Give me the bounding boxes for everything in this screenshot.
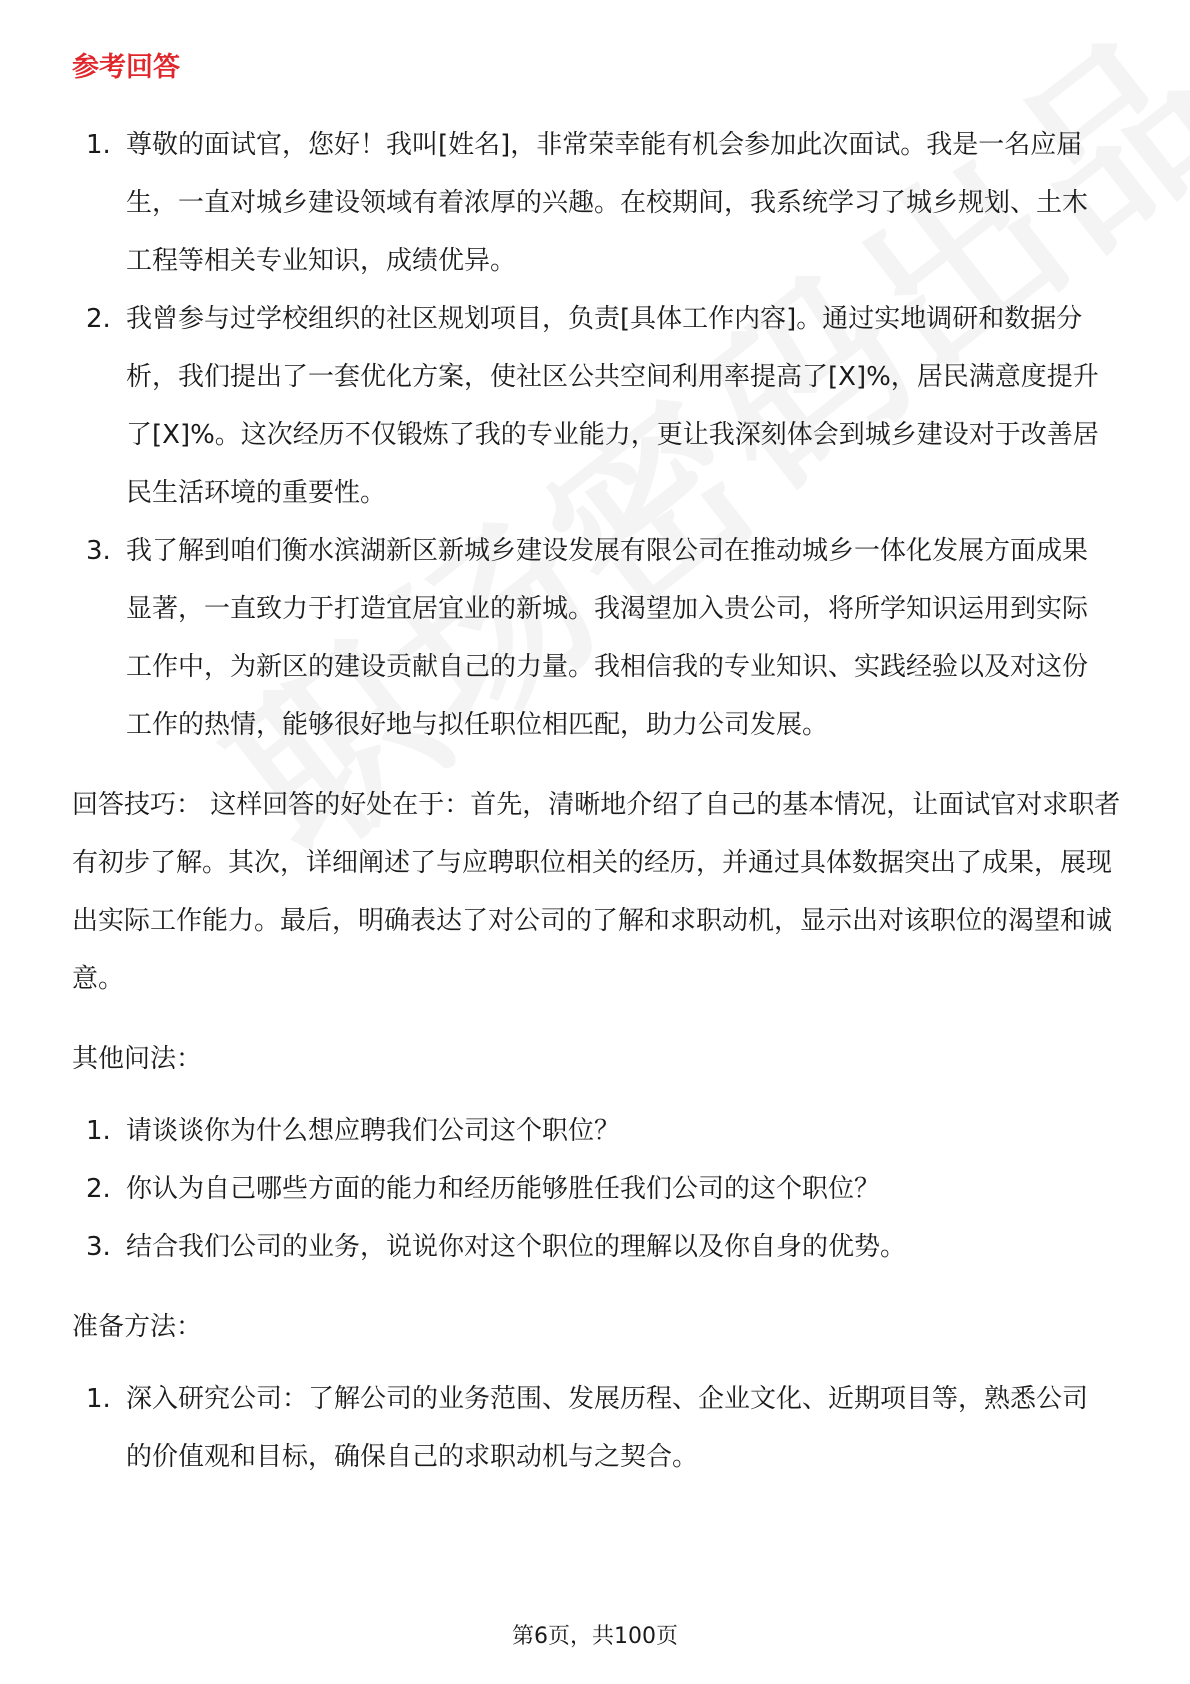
- list-item: [72, 522, 1132, 754]
- list-text: 尊敬的面试官，您好！我叫[姓名]，非常荣幸能有机会参加此次面试。我是一名应届生，一直对城乡建设领域有着浓厚的兴趣。在校期间，我系统学习了城乡规划、土木工程等相关专业知识，成绩优异。: [126, 130, 1089, 276]
- list-number: 1.: [86, 1384, 111, 1414]
- list-text: 深入研究公司：了解公司的业务范围、发展历程、企业文化、近期项目等，熟悉公司的价值观和目标，确保自己的求职动机与之契合。: [126, 1384, 1089, 1472]
- list-number: 1.: [86, 1116, 111, 1146]
- list-item: [72, 1370, 1132, 1486]
- list-number: 2.: [86, 1174, 111, 1204]
- prep-method-list: [72, 1370, 1132, 1486]
- section-title: 参考回答: [72, 52, 180, 83]
- list-text: 结合我们公司的业务，说说你对这个职位的理解以及你自身的优势。: [126, 1232, 907, 1262]
- list-item: [72, 116, 1132, 290]
- list-item: [72, 1218, 1132, 1276]
- list-item: [72, 1102, 1132, 1160]
- alt-questions-list: [72, 1102, 1132, 1276]
- alt-questions-label: 其他问法：: [72, 1044, 203, 1074]
- list-text: 请谈谈你为什么想应聘我们公司这个职位？: [126, 1116, 621, 1146]
- page-footer: 第6页，共100页: [512, 1624, 678, 1649]
- prep-method-label: 准备方法：: [72, 1312, 203, 1342]
- list-number: 3.: [86, 536, 111, 566]
- list-text: 你认为自己哪些方面的能力和经历能够胜任我们公司的这个职位？: [126, 1174, 881, 1204]
- list-text: 我曾参与过学校组织的社区规划项目，负责[具体工作内容]。通过实地调研和数据分析，我们提出了一套优化方案，使社区公共空间利用率提高了[X]%，居民满意度提升了[X]%。这次经历不仅锻炼了我的专业能力，更让我深刻体会到城乡建设对于改善居民生活环境的重要性。: [126, 304, 1099, 508]
- list-text: 我了解到咱们衡水滨湖新区新城乡建设发展有限公司在推动城乡一体化发展方面成果显著，一直致力于打造宜居宜业的新城。我渴望加入贵公司，将所学知识运用到实际工作中，为新区的建设贡献自己的力量。我相信我的专业知识、实践经验以及对这份工作的热情，能够很好地与拟任职位相匹配，助力公司发展。: [126, 536, 1089, 740]
- answer-tips: 回答技巧： 这样回答的好处在于：首先，清晰地介绍了自己的基本情况，让面试官对求职者有初步了解。其次，详细阐述了与应聘职位相关的经历，并通过具体数据突出了成果，展现出实际工作能力。最后，明确表达了对公司的了解和求职动机，显示出对该职位的渴望和诚意。: [72, 790, 1121, 994]
- document-page: [72, 48, 1132, 1486]
- list-item: [72, 1160, 1132, 1218]
- list-item: [72, 290, 1132, 522]
- list-number: 1.: [86, 130, 111, 160]
- list-number: 2.: [86, 304, 111, 334]
- list-number: 3.: [86, 1232, 111, 1262]
- answer-list: [72, 116, 1132, 754]
